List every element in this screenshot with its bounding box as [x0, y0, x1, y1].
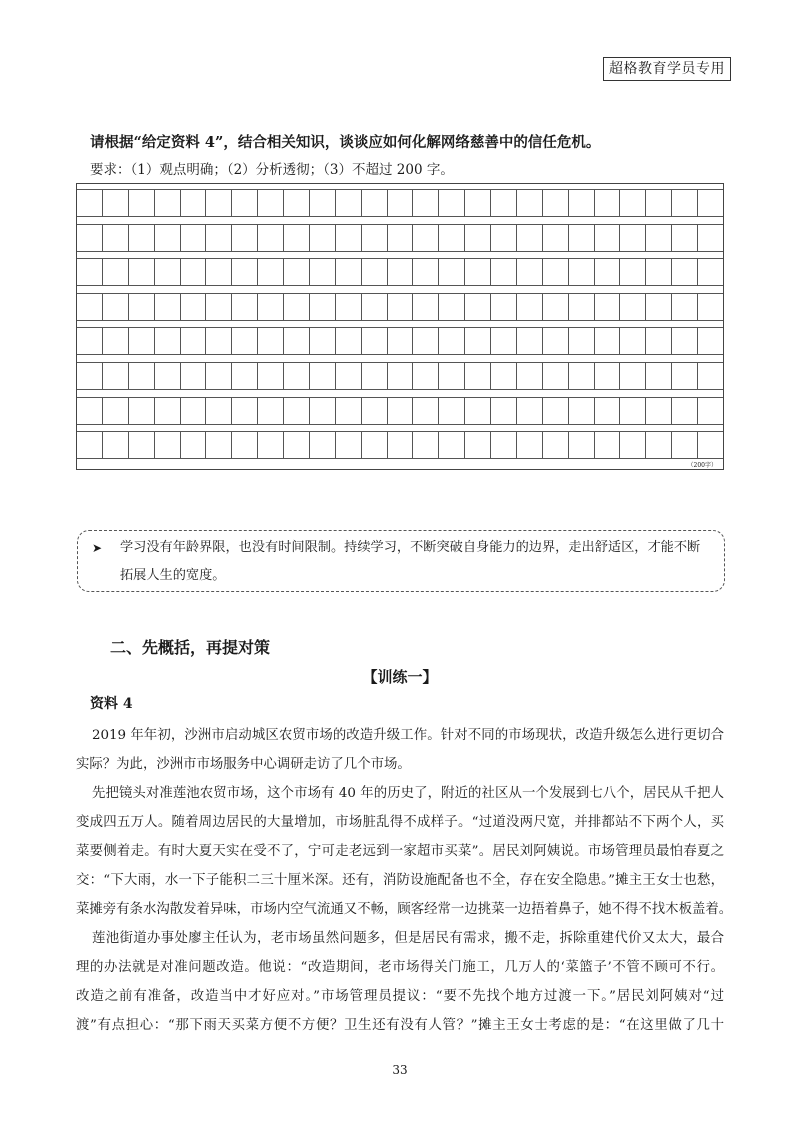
- grid-cell[interactable]: [439, 398, 465, 424]
- grid-cell[interactable]: [698, 225, 723, 251]
- grid-cell[interactable]: [620, 363, 646, 389]
- grid-cell[interactable]: [465, 398, 491, 424]
- grid-cell[interactable]: [336, 398, 362, 424]
- grid-cell[interactable]: [595, 294, 621, 320]
- question-requirements: 要求：（1）观点明确；（2）分析透彻；（3）不超过 200 字。: [90, 162, 454, 178]
- grid-cell[interactable]: [543, 328, 569, 354]
- grid-cell[interactable]: [155, 294, 181, 320]
- grid-cell[interactable]: [181, 225, 207, 251]
- grid-cell[interactable]: [672, 363, 698, 389]
- grid-cell[interactable]: [595, 225, 621, 251]
- body-line: 改造之前有准备，改造当中才好应对。”市场管理员提议：“要不先找个地方过渡一下。”居民刘阿姨对“过: [76, 989, 724, 1004]
- grid-row: [77, 362, 723, 390]
- grid-cell[interactable]: [413, 190, 439, 216]
- grid-cell[interactable]: [465, 328, 491, 354]
- grid-cell[interactable]: [491, 294, 517, 320]
- grid-cell[interactable]: [206, 363, 232, 389]
- grid-cell[interactable]: [569, 259, 595, 285]
- page-number: 33: [392, 1063, 408, 1077]
- body-line: 先把镜头对准莲池农贸市场，这个市场有 40 年的历史了，附近的社区从一个发展到七八个，居民从千把人: [92, 786, 724, 801]
- body-line: 渡”有点担心：“那下雨天买菜方便不方便？卫生还有没有人管？”摊主王女士考虑的是：“在这里做了几十: [76, 1018, 724, 1033]
- grid-cell[interactable]: [672, 294, 698, 320]
- grid-cell[interactable]: [103, 294, 129, 320]
- grid-cell[interactable]: [181, 432, 207, 458]
- grid-cell[interactable]: [672, 225, 698, 251]
- grid-cell[interactable]: [310, 225, 336, 251]
- grid-cell[interactable]: [413, 398, 439, 424]
- grid-cell[interactable]: [698, 398, 723, 424]
- grid-cell[interactable]: [129, 259, 155, 285]
- grid-cell[interactable]: [491, 328, 517, 354]
- grid-cell[interactable]: [284, 259, 310, 285]
- grid-cell[interactable]: [620, 432, 646, 458]
- grid-cell[interactable]: [77, 225, 103, 251]
- grid-cell[interactable]: [206, 190, 232, 216]
- grid-cell[interactable]: [284, 328, 310, 354]
- grid-cell[interactable]: [206, 328, 232, 354]
- grid-cell[interactable]: [181, 328, 207, 354]
- grid-cell[interactable]: [517, 398, 543, 424]
- grid-cell[interactable]: [620, 190, 646, 216]
- grid-cell[interactable]: [258, 328, 284, 354]
- grid-cell[interactable]: [465, 225, 491, 251]
- grid-cell[interactable]: [388, 259, 414, 285]
- grid-cell[interactable]: [77, 398, 103, 424]
- grid-cell[interactable]: [698, 259, 723, 285]
- grid-cell[interactable]: [543, 294, 569, 320]
- grid-cell[interactable]: [362, 328, 388, 354]
- grid-cell[interactable]: [672, 398, 698, 424]
- grid-cell[interactable]: [336, 432, 362, 458]
- grid-cell[interactable]: [672, 432, 698, 458]
- grid-cell[interactable]: [310, 363, 336, 389]
- grid-cell[interactable]: [595, 398, 621, 424]
- body-line: 理的办法就是对准问题改造。他说：“改造期间，老市场得关门施工，几万人的‘菜篮子’不管不顾可不行。: [76, 960, 724, 975]
- grid-cell[interactable]: [413, 363, 439, 389]
- grid-cell[interactable]: [103, 259, 129, 285]
- body-line: 莲池街道办事处廖主任认为，老市场虽然问题多，但是居民有需求，搬不走，拆除重建代价又太大，最合: [92, 931, 724, 946]
- grid-row: [77, 397, 723, 425]
- grid-cell[interactable]: [388, 190, 414, 216]
- grid-cell[interactable]: [155, 328, 181, 354]
- grid-cell[interactable]: [543, 259, 569, 285]
- grid-cell[interactable]: [310, 432, 336, 458]
- grid-cell[interactable]: [336, 328, 362, 354]
- grid-cell[interactable]: [232, 190, 258, 216]
- grid-cell[interactable]: [465, 294, 491, 320]
- grid-row: [77, 258, 723, 286]
- grid-cell[interactable]: [388, 328, 414, 354]
- grid-cell[interactable]: [388, 432, 414, 458]
- grid-cell[interactable]: [517, 432, 543, 458]
- grid-cell[interactable]: [155, 398, 181, 424]
- grid-cell[interactable]: [129, 328, 155, 354]
- grid-cell[interactable]: [103, 328, 129, 354]
- grid-cell[interactable]: [620, 259, 646, 285]
- grid-cell[interactable]: [155, 363, 181, 389]
- body-line: 变成四五万人。随着周边居民的大量增加，市场脏乱得不成样子。“过道没两尺宽，并排都站不下两个人，买: [76, 815, 724, 830]
- grid-cell[interactable]: [646, 328, 672, 354]
- grid-cell[interactable]: [77, 259, 103, 285]
- grid-cell[interactable]: [517, 190, 543, 216]
- grid-cell[interactable]: [258, 432, 284, 458]
- grid-cell[interactable]: [672, 328, 698, 354]
- grid-cell[interactable]: [388, 225, 414, 251]
- grid-cell[interactable]: [646, 259, 672, 285]
- grid-cell[interactable]: [362, 225, 388, 251]
- grid-cell[interactable]: [258, 294, 284, 320]
- grid-cell[interactable]: [491, 363, 517, 389]
- grid-cell[interactable]: [362, 259, 388, 285]
- grid-cell[interactable]: [181, 363, 207, 389]
- grid-cell[interactable]: [569, 225, 595, 251]
- grid-cell[interactable]: [646, 225, 672, 251]
- grid-cell[interactable]: [672, 259, 698, 285]
- grid-cell[interactable]: [206, 398, 232, 424]
- grid-cell[interactable]: [129, 363, 155, 389]
- grid-cell[interactable]: [129, 432, 155, 458]
- grid-cell[interactable]: [284, 225, 310, 251]
- grid-row: [77, 431, 723, 459]
- grid-cell[interactable]: [284, 363, 310, 389]
- body-line: 交：“下大雨，水一下子能积二三十厘米深。还有，消防设施配备也不全，存在安全隐患。”摊主王女士也愁，: [76, 873, 724, 888]
- grid-cell[interactable]: [181, 294, 207, 320]
- grid-cell[interactable]: [284, 398, 310, 424]
- grid-cell[interactable]: [232, 328, 258, 354]
- grid-cell[interactable]: [439, 225, 465, 251]
- grid-cell[interactable]: [491, 259, 517, 285]
- grid-cell[interactable]: [517, 259, 543, 285]
- grid-cell[interactable]: [206, 432, 232, 458]
- grid-row: [77, 293, 723, 321]
- grid-cell[interactable]: [336, 363, 362, 389]
- grid-cell[interactable]: [181, 259, 207, 285]
- grid-cell[interactable]: [413, 259, 439, 285]
- grid-cell[interactable]: [569, 398, 595, 424]
- grid-cell[interactable]: [336, 259, 362, 285]
- grid-cell[interactable]: [155, 259, 181, 285]
- grid-cell[interactable]: [569, 432, 595, 458]
- header-badge: 超格教育学员专用: [603, 57, 731, 81]
- grid-cell[interactable]: [698, 328, 723, 354]
- grid-cell[interactable]: [129, 294, 155, 320]
- grid-cell[interactable]: [491, 190, 517, 216]
- grid-cell[interactable]: [232, 363, 258, 389]
- grid-cell[interactable]: [362, 294, 388, 320]
- grid-cell[interactable]: [646, 363, 672, 389]
- grid-cell[interactable]: [439, 190, 465, 216]
- grid-cell[interactable]: [646, 294, 672, 320]
- grid-cell[interactable]: [491, 432, 517, 458]
- grid-cell[interactable]: [517, 225, 543, 251]
- grid-cell[interactable]: [388, 363, 414, 389]
- grid-cell[interactable]: [77, 363, 103, 389]
- grid-cell[interactable]: [595, 328, 621, 354]
- grid-cell[interactable]: [439, 259, 465, 285]
- grid-cell[interactable]: [103, 398, 129, 424]
- grid-cell[interactable]: [77, 294, 103, 320]
- grid-cell[interactable]: [129, 190, 155, 216]
- grid-cell[interactable]: [517, 363, 543, 389]
- grid-cell[interactable]: [336, 294, 362, 320]
- grid-cell[interactable]: [155, 225, 181, 251]
- grid-cell[interactable]: [620, 294, 646, 320]
- grid-cell[interactable]: [336, 225, 362, 251]
- grid-cell[interactable]: [284, 432, 310, 458]
- grid-cell[interactable]: [310, 259, 336, 285]
- grid-cell[interactable]: [543, 363, 569, 389]
- grid-cell[interactable]: [543, 225, 569, 251]
- grid-cell[interactable]: [413, 432, 439, 458]
- grid-cell[interactable]: [413, 328, 439, 354]
- grid-cell[interactable]: [310, 190, 336, 216]
- body-line: 2019 年年初，沙洲市启动城区农贸市场的改造升级工作。针对不同的市场现状，改造升级怎么进行更切合: [92, 728, 724, 743]
- grid-cell[interactable]: [517, 294, 543, 320]
- grid-cell[interactable]: [77, 328, 103, 354]
- grid-cell[interactable]: [543, 190, 569, 216]
- body-line: 菜要侧着走。有时大夏天实在受不了，宁可走老远到一家超市买菜”。居民刘阿姨说。市场管理员最怕春夏之: [76, 844, 724, 859]
- grid-cell[interactable]: [181, 398, 207, 424]
- tip-line-1: 学习没有年龄界限，也没有时间限制。持续学习，不断突破自身能力的边界，走出舒适区，才能不断: [120, 540, 701, 555]
- grid-cell[interactable]: [491, 398, 517, 424]
- grid-cell[interactable]: [129, 225, 155, 251]
- grid-cell[interactable]: [543, 432, 569, 458]
- grid-cell[interactable]: [232, 432, 258, 458]
- grid-row: [77, 189, 723, 217]
- grid-cell[interactable]: [206, 225, 232, 251]
- grid-row: [77, 327, 723, 355]
- grid-cell[interactable]: [465, 259, 491, 285]
- grid-cell[interactable]: [646, 190, 672, 216]
- grid-cell[interactable]: [491, 225, 517, 251]
- grid-cell[interactable]: [569, 190, 595, 216]
- grid-cell[interactable]: [595, 432, 621, 458]
- grid-cell[interactable]: [232, 398, 258, 424]
- grid-cell[interactable]: [620, 225, 646, 251]
- grid-cell[interactable]: [258, 363, 284, 389]
- grid-cell[interactable]: [595, 259, 621, 285]
- grid-cell[interactable]: [439, 294, 465, 320]
- grid-cell[interactable]: [439, 363, 465, 389]
- grid-cell[interactable]: [336, 190, 362, 216]
- grid-cell[interactable]: [206, 259, 232, 285]
- grid-cell[interactable]: [646, 398, 672, 424]
- grid-cell[interactable]: [672, 190, 698, 216]
- grid-cell[interactable]: [362, 190, 388, 216]
- grid-cell[interactable]: [362, 398, 388, 424]
- grid-cell[interactable]: [465, 432, 491, 458]
- grid-cell[interactable]: [103, 432, 129, 458]
- grid-cell[interactable]: [284, 294, 310, 320]
- grid-cell[interactable]: [258, 190, 284, 216]
- grid-cell[interactable]: [103, 363, 129, 389]
- grid-cell[interactable]: [362, 432, 388, 458]
- grid-cell[interactable]: [310, 328, 336, 354]
- grid-cell[interactable]: [517, 328, 543, 354]
- grid-cell[interactable]: [258, 398, 284, 424]
- grid-cell[interactable]: [465, 363, 491, 389]
- grid-cell[interactable]: [181, 190, 207, 216]
- grid-cell[interactable]: [388, 398, 414, 424]
- answer-grid[interactable]: [76, 183, 724, 470]
- grid-cell[interactable]: [103, 190, 129, 216]
- grid-cell[interactable]: [569, 328, 595, 354]
- grid-cell[interactable]: [620, 328, 646, 354]
- grid-cell[interactable]: [206, 294, 232, 320]
- body-line: 菜摊旁有条水沟散发着异味，市场内空气流通又不畅，顾客经常一边挑菜一边捂着鼻子，她不得不找木板盖着。: [76, 902, 733, 917]
- grid-cell[interactable]: [77, 432, 103, 458]
- tip-box: [77, 530, 725, 592]
- grid-cell[interactable]: [232, 225, 258, 251]
- grid-cell[interactable]: [439, 328, 465, 354]
- grid-cell[interactable]: [569, 363, 595, 389]
- grid-cell[interactable]: [103, 225, 129, 251]
- grid-cell[interactable]: [595, 190, 621, 216]
- grid-cell[interactable]: [258, 225, 284, 251]
- grid-cell[interactable]: [155, 190, 181, 216]
- grid-cell[interactable]: [698, 432, 723, 458]
- grid-cell[interactable]: [698, 363, 723, 389]
- grid-cell[interactable]: [77, 190, 103, 216]
- grid-cell[interactable]: [129, 398, 155, 424]
- grid-cell[interactable]: [569, 294, 595, 320]
- grid-cell[interactable]: [413, 225, 439, 251]
- tip-line-2: 拓展人生的宽度。: [120, 568, 226, 583]
- question-prompt: 请根据“给定资料 4”，结合相关知识，谈谈应如何化解网络慈善中的信任危机。: [90, 134, 601, 151]
- grid-cell[interactable]: [232, 294, 258, 320]
- grid-cell[interactable]: [155, 432, 181, 458]
- grid-row: [77, 224, 723, 252]
- grid-cell[interactable]: [388, 294, 414, 320]
- grid-cell[interactable]: [310, 294, 336, 320]
- grid-cell[interactable]: [232, 259, 258, 285]
- grid-word-limit: （200字）: [687, 462, 717, 469]
- body-line: 实际？为此，沙洲市市场服务中心调研走访了几个市场。: [76, 757, 411, 772]
- grid-cell[interactable]: [543, 398, 569, 424]
- grid-cell[interactable]: [413, 294, 439, 320]
- training-title: 【训练一】: [362, 668, 438, 686]
- grid-cell[interactable]: [465, 190, 491, 216]
- grid-cell[interactable]: [310, 398, 336, 424]
- grid-cell[interactable]: [646, 432, 672, 458]
- material-title: 资料 4: [90, 696, 133, 712]
- grid-cell[interactable]: [439, 432, 465, 458]
- grid-cell[interactable]: [698, 190, 723, 216]
- grid-cell[interactable]: [284, 190, 310, 216]
- grid-cell[interactable]: [698, 294, 723, 320]
- section-title: 二、先概括，再提对策: [110, 638, 271, 657]
- grid-cell[interactable]: [258, 259, 284, 285]
- arrow-bullet-icon: ➤: [92, 541, 103, 555]
- grid-cell[interactable]: [620, 398, 646, 424]
- grid-cell[interactable]: [362, 363, 388, 389]
- grid-cell[interactable]: [595, 363, 621, 389]
